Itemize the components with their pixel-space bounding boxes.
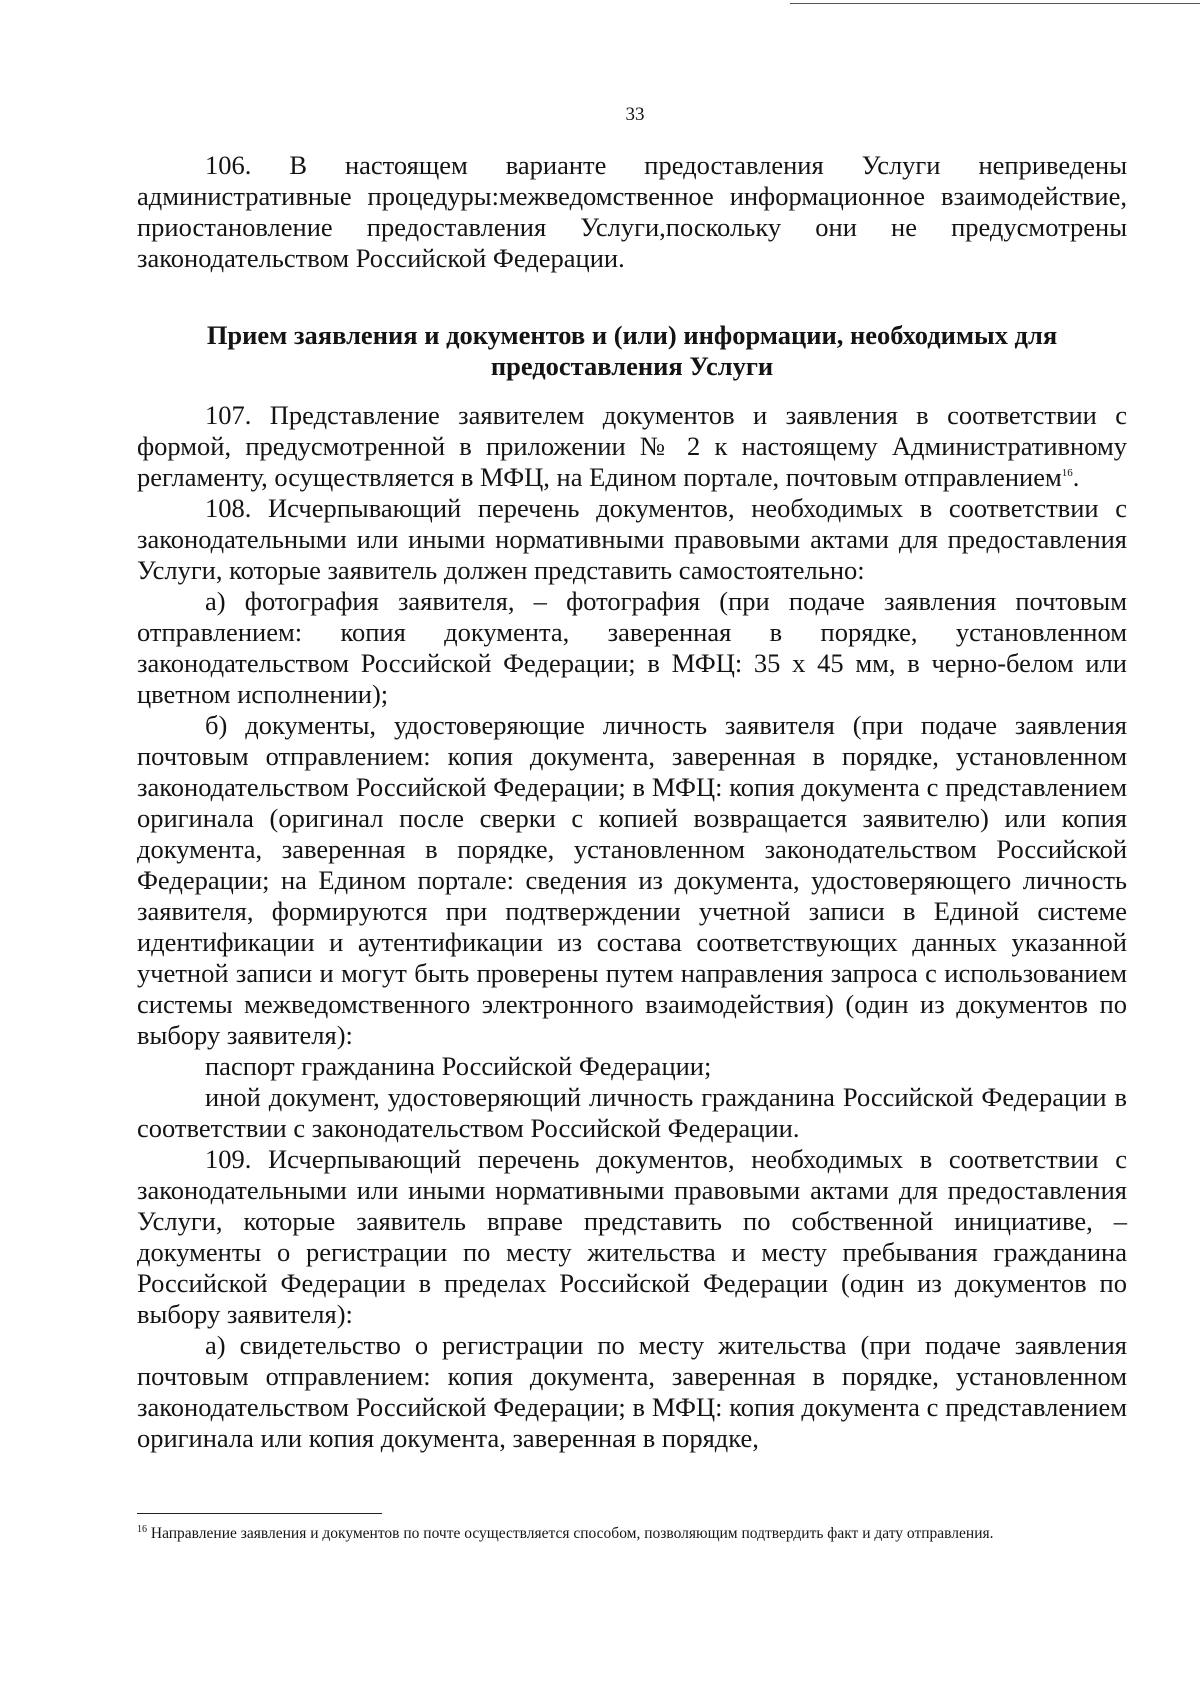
paragraph-106: 106. В настоящем варианте предоставления Услуги неприведены административные процедуры:межведомственное информационное взаимодействие, приостановление предоставления Услуги,поскольку они не предусмотрены законодательством Российской Федерации. [137, 150, 1127, 273]
page-number: 33 [625, 104, 645, 125]
footnote [137, 1521, 1097, 1546]
footnote-reference: 16 [1061, 467, 1073, 480]
list-item-b-identity: б) документы, удостоверяющие личность заявителя (при подаче заявления почтовым отправлением: копия документа, заверенная в порядке, установленном законодательством Российской Федерации; в МФЦ: копия документа с представлением оригинала (оригинал после сверки с копией возвращается заявителю) или копия документа, заверенная в порядке, установленном законодательством Российской Федерации; на Едином портале: сведения из документа, удостоверяющего личность заявителя, формируются при подтверждении учетной записи в Единой системе идентификации и аутентификации из состава соответствующих данных указанной учетной записи и могут быть проверены путем направления запроса с использованием системы межведомственного электронного взаимодействия) (один из документов по выбору заявителя): [137, 710, 1127, 1050]
paragraph-109: 109. Исчерпывающий перечень документов, необходимых в соответствии с законодательными или иными нормативными правовыми актами для предоставления Услуги, которые заявитель вправе представить по собственной инициативе, – документы о регистрации по месту жительства и месту пребывания гражданина Российской Федерации в пределах Российской Федерации (один из документов по выбору заявителя): [137, 1144, 1127, 1329]
list-item-a-registration: а) свидетельство о регистрации по месту жительства (при подаче заявления почтовым отправлением: копия документа, заверенная в порядке, установленном законодательством Российской Федерации; в МФЦ: копия документа с представлением оригинала или копия документа, заверенная в порядке, [137, 1330, 1127, 1453]
top-scan-rule [790, 3, 1200, 4]
paragraph-108: 108. Исчерпывающий перечень документов, необходимых в соответствии с законодательными или иными нормативными правовыми актами для предоставления Услуги, которые заявитель должен представить самостоятельно: [137, 493, 1127, 585]
footnote-number: 16 [137, 1523, 147, 1535]
footnote-divider [137, 1513, 382, 1514]
footnote-text: Направление заявления и документов по почте осуществляется способом, позволяющим подтвердить факт и дату отправления. [147, 1525, 994, 1542]
list-item-a-photo: а) фотография заявителя, – фотография (при подаче заявления почтовым отправлением: копия документа, заверенная в порядке, установленном законодательством Российской Федерации; в МФЦ: 35 х 45 мм, в черно-белом или цветном исполнении); [137, 586, 1127, 709]
list-item-passport: паспорт гражданина Российской Федерации; [205, 1051, 712, 1081]
paragraph-107-text: 107. Представление заявителем документов и заявления в соответствии с формой, предусмотренной в приложении № 2 к настоящему Административному регламенту, осуществляется в МФЦ, на Едином портале, почтовым отправлением [137, 400, 1127, 492]
paragraph-107 [137, 400, 1127, 493]
list-item-other-document: иной документ, удостоверяющий личность гражданина Российской Федерации в соответствии с законодательством Российской Федерации. [137, 1082, 1127, 1143]
section-heading: Прием заявления и документов и (или) информации, необходимых для предоставления Услуги [206, 320, 1058, 381]
paragraph-107-end: . [1072, 462, 1080, 492]
document-body [137, 150, 1127, 1454]
